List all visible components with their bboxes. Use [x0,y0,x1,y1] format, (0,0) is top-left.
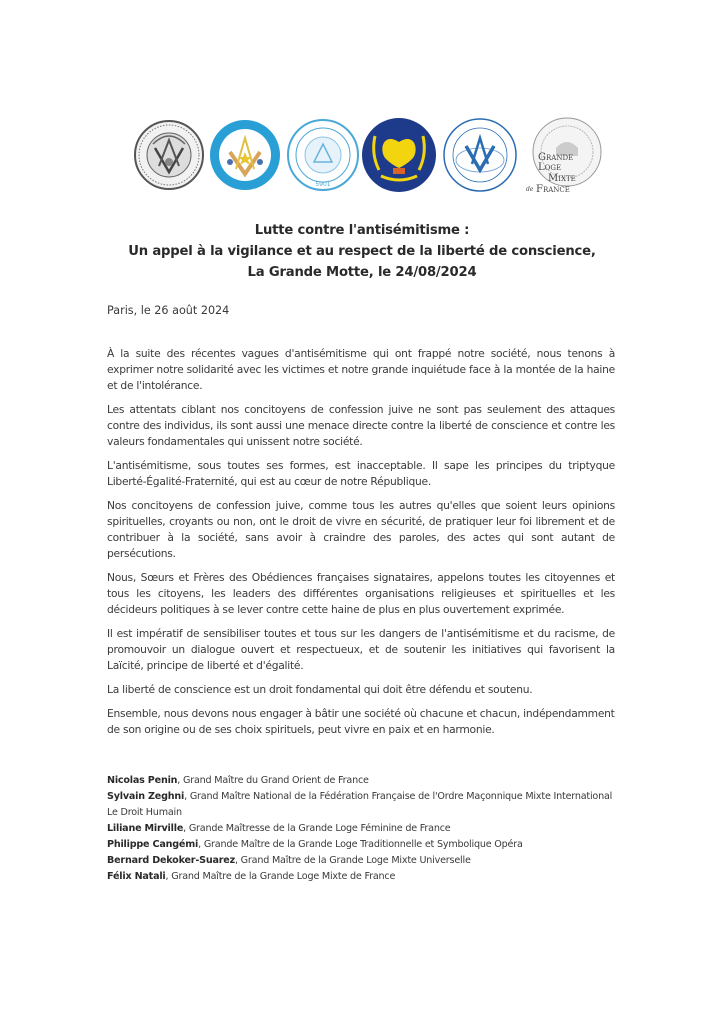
paragraph: Nos concitoyens de confession juive, comme tous les autres qu'elles que soient leurs opinions spirituelles, croyants ou non, ont le droit de vivre en sécurité, de pratiquer leur foi librement et de contribuer à la société, sans avoir à craindre des paroles, des actes qui sont autant de persécutions. [107,499,615,560]
document-date: Paris, le 26 août 2024 [107,304,230,317]
signatory-role: , Grand Maître de la Grande Loge Mixte de France [165,871,396,882]
paragraph: Il est impératif de sensibiliser toutes et tous sur les dangers de l'antisémitisme et du racisme, de promouvoir un dialogue ouvert et respectueux, et de soutenir les initiatives qui favorisent la Laïcité, principe de liberté et d'égalité. [107,627,615,672]
document-body [107,346,615,746]
paragraph: Les attentats ciblant nos concitoyens de confession juive ne sont pas seulement des attaques contre des individus, ils sont aussi une menace directe contre la liberté de conscience et contre les valeurs fondamentales qui unissent notre société. [107,403,615,448]
svg-text:GRANDE: GRANDE [538,152,574,163]
signatory-name: Sylvain Zeghni [107,791,185,802]
glff-seal-icon [286,114,360,196]
signatory-name: Philippe Cangémi [107,839,199,850]
paragraph: Ensemble, nous devons nous engager à bâtir une société où chacune et chacun, indépendamment de son origine ou de ses choix spirituels, peut vivre en paix et en harmonie. [107,707,615,736]
signatory-role: , Grand Maître du Grand Orient de France [177,775,369,786]
paragraph: À la suite des récentes vagues d'antisémitisme qui ont frappé notre société, nous tenons à exprimer notre solidarité avec les victimes et notre grande inquiétude face à la montée de la haine et de l'intolérance. [107,347,615,392]
paragraph: Nous, Sœurs et Frères des Obédiences françaises signataires, appelons toutes les citoyennes et tous les citoyens, les leaders des différentes organisations religieuses et spirituelles et les décideurs politiques à se lever contre cette haine de plus en plus ouvertement exprimée. [107,571,615,616]
svg-text:MIXTE: MIXTE [548,173,576,184]
document-title [100,220,624,283]
signatory-role: , Grande Maîtresse de la Grande Loge Féminine de France [183,823,451,834]
signatories-list [107,773,617,885]
title-line-2: Un appel à la vigilance et au respect de la liberté de conscience, [128,244,596,259]
obediences-logos [130,114,605,200]
signatory [107,773,617,789]
svg-text:LOGE: LOGE [538,162,562,173]
signatory [107,869,617,885]
signatory-role: , Grand Maître National de la Fédération Française de l'Ordre Maçonnique Mixte International Le Droit Humain [107,791,613,818]
signatory-role: , Grand Maître de la Grande Loge Mixte Universelle [234,855,471,866]
signatory [107,853,617,869]
svg-text:5901: 5901 [315,181,331,188]
signatory-name: Liliane Mirville [107,823,184,834]
signatory-role: , Grande Maître de la Grande Loge Traditionnelle et Symbolique Opéra [198,839,523,850]
signatory-name: Nicolas Penin [107,775,178,786]
title-line-1: Lutte contre l'antisémitisme : [254,223,470,238]
grand-orient-seal-icon [133,114,205,196]
signatory-name: Félix Natali [107,871,166,882]
signatory [107,789,617,821]
glmf-seal-icon [522,114,604,198]
signatory [107,837,617,853]
signatory-name: Bernard Dekoker-Suarez [107,855,235,866]
phoenix-seal-icon [361,114,437,196]
glmu-seal-icon [442,114,518,196]
svg-text:FRANCE: FRANCE [536,184,570,195]
title-line-3: La Grande Motte, le 24/08/2024 [247,265,477,280]
svg-text:de: de [526,186,534,193]
paragraph: L'antisémitisme, sous toutes ses formes, est inacceptable. Il sape les principes du triptyque Liberté-Égalité-Fraternité, qui est au cœur de notre République. [107,459,615,488]
signatory [107,821,617,837]
paragraph: La liberté de conscience est un droit fondamental qui doit être défendu et soutenu. [107,683,533,696]
droit-humain-seal-icon [208,114,282,196]
